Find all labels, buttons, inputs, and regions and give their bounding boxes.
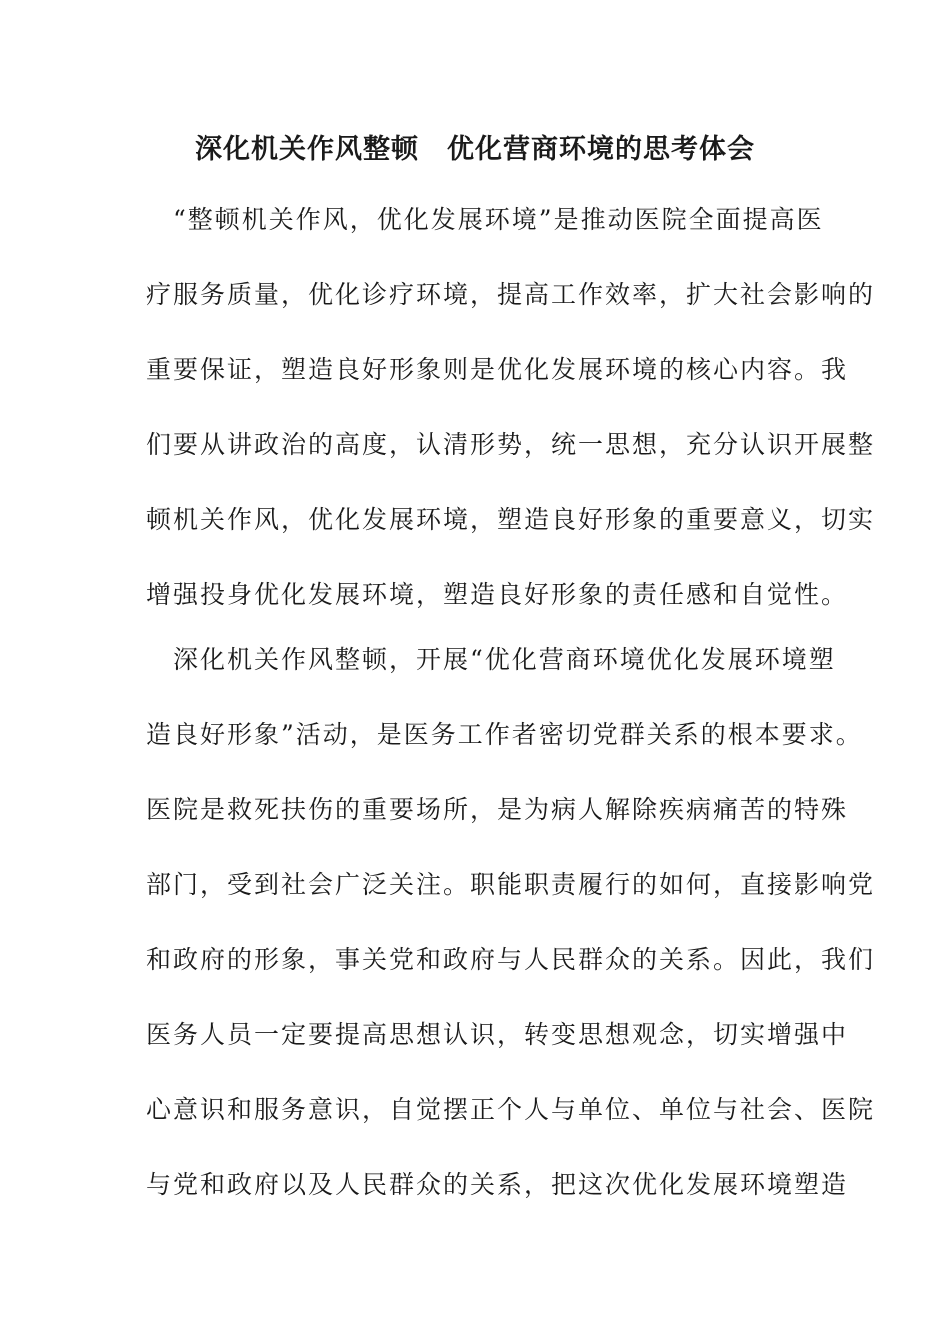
text-line: 深化机关作风整顿，开展“优化营商环境优化发展环境塑 (146, 645, 836, 674)
text-line: 心意识和服务意识，自觉摆正个人与单位、单位与社会、医院 (146, 1095, 876, 1124)
text-line: 增强投身优化发展环境，塑造良好形象的责任感和自觉性。 (146, 580, 849, 609)
text-line: “整顿机关作风，优化发展环境”是推动医院全面提高医 (146, 205, 824, 234)
text-line: 部门，受到社会广泛关注。职能职责履行的如何，直接影响党 (146, 870, 876, 899)
text-line: 与党和政府以及人民群众的关系，把这次优化发展环境塑造 (146, 1170, 849, 1199)
text-line: 医院是救死扶伤的重要场所，是为病人解除疾病痛苦的特殊 (146, 795, 849, 824)
text-line: 医务人员一定要提高思想认识，转变思想观念，切实增强中 (146, 1020, 849, 1049)
text-line: 疗服务质量，优化诊疗环境，提高工作效率，扩大社会影响的 (146, 280, 876, 309)
text-line: 造良好形象”活动，是医务工作者密切党群关系的根本要求。 (146, 720, 863, 749)
document-title: 深化机关作风整顿 优化营商环境的思考体会 (195, 134, 755, 165)
text-line: 们要从讲政治的高度，认清形势，统一思想，充分认识开展整 (146, 430, 876, 459)
text-line: 顿机关作风，优化发展环境，塑造良好形象的重要意义，切实 (146, 505, 876, 534)
text-line: 重要保证，塑造良好形象则是优化发展环境的核心内容。我 (146, 355, 849, 384)
text-line: 和政府的形象，事关党和政府与人民群众的关系。因此，我们 (146, 945, 876, 974)
